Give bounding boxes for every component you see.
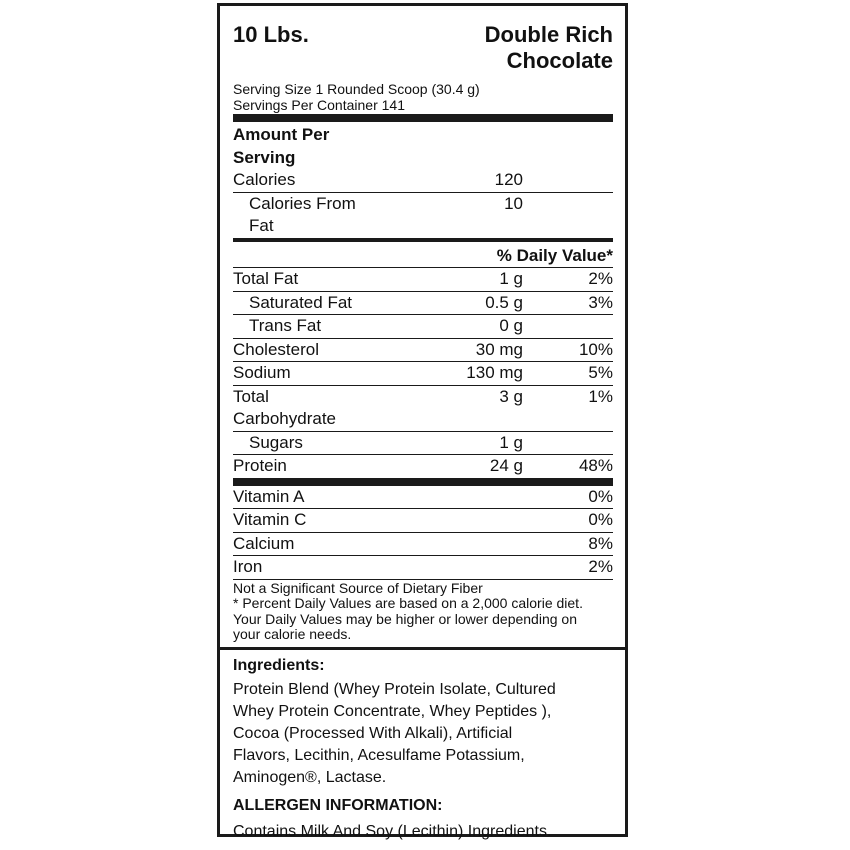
- footnote: [233, 580, 613, 643]
- servings-per-container: Servings Per Container 141: [233, 96, 405, 113]
- amount-per-line-2: Serving: [233, 147, 296, 167]
- ingredients-text: [233, 677, 613, 789]
- nutrient-row: [233, 292, 613, 316]
- footnote-line-3: Your Daily Values may be higher or lower depending on: [233, 610, 577, 627]
- calories-from-fat-value: 10: [504, 193, 523, 213]
- nutrient-amount: 1 g: [499, 432, 523, 452]
- calories-from-fat-line-2: Fat: [249, 216, 274, 235]
- nutrient-dv: 48%: [578, 456, 613, 475]
- vitamin-dv: 0%: [588, 486, 613, 506]
- vitamin-label: Vitamin A: [233, 486, 305, 506]
- nutrient-label-line-2: Carbohydrate: [233, 409, 337, 428]
- vitamin-dv: 8%: [588, 533, 613, 553]
- vitamin-row: [233, 509, 613, 533]
- calories-from-fat-row: [233, 193, 613, 242]
- vitamin-row: [233, 533, 613, 557]
- allergen-text: Contains Milk And Soy (Lecithin) Ingredients.: [233, 823, 552, 840]
- daily-value-header: % Daily Value*: [496, 245, 613, 265]
- nutrient-label: Protein: [233, 456, 287, 475]
- nutrient-label: [233, 386, 413, 431]
- label-header: [233, 22, 613, 78]
- vitamin-row: [233, 556, 613, 580]
- amount-per-line-1: Amount Per: [233, 125, 330, 144]
- nutrient-label: Trans Fat: [249, 316, 322, 335]
- nutrient-row: [233, 362, 613, 386]
- flavor-line-2: Chocolate: [506, 48, 613, 73]
- nutrient-row: [233, 268, 613, 292]
- nutrient-dv: 2%: [588, 269, 613, 288]
- nutrient-amount: 1 g: [499, 269, 523, 288]
- vitamin-row: [233, 486, 613, 510]
- nutrient-label: Cholesterol: [233, 339, 319, 359]
- calories-row: [233, 169, 613, 193]
- nutrient-row: [233, 432, 613, 456]
- nutrient-dv: 10%: [578, 339, 613, 359]
- nutrient-row: [233, 386, 613, 432]
- nutrient-amount: 0 g: [499, 316, 523, 335]
- ingredients-line-4: Flavors, Lecithin, Acesulfame Potassium,: [233, 747, 525, 764]
- flavor-line-1: Double Rich: [484, 22, 613, 47]
- footnote-line-1: Not a Significant Source of Dietary Fiber: [233, 579, 483, 596]
- ingredients-line-5: Aminogen®, Lactase.: [233, 769, 387, 786]
- section-divider: [220, 647, 625, 650]
- nutrient-amount: 0.5 g: [485, 292, 523, 312]
- nutrient-label-line-1: Total: [233, 386, 269, 406]
- ingredients-line-1: Protein Blend (Whey Protein Isolate, Cultured: [233, 681, 556, 698]
- nutrient-label: Saturated Fat: [249, 292, 353, 312]
- nutrient-label: Sugars: [249, 432, 303, 452]
- nutrition-label: [217, 3, 628, 840]
- nutrient-amount: 24 g: [489, 456, 523, 475]
- nutrient-amount: 30 mg: [475, 339, 523, 359]
- footnote-line-2: * Percent Daily Values are based on a 2,000 calorie diet.: [233, 595, 583, 611]
- nutrient-dv: 1%: [588, 386, 613, 406]
- nutrient-row: [233, 315, 613, 339]
- calories-from-fat-line-1: Calories From: [249, 193, 356, 213]
- ingredients-heading: Ingredients:: [233, 657, 325, 674]
- vitamin-dv: 0%: [588, 510, 613, 529]
- footnote-line-4: your calorie needs.: [233, 626, 352, 642]
- nutrient-label: Total Fat: [233, 269, 299, 288]
- nutrient-row: [233, 455, 613, 486]
- calories-from-fat-label: [233, 193, 413, 238]
- nutrient-amount: 130 mg: [466, 363, 523, 382]
- nutrient-amount: 3 g: [499, 386, 523, 406]
- ingredients-line-2: Whey Protein Concentrate, Whey Peptides ),: [233, 703, 552, 720]
- daily-value-header-row: [233, 242, 613, 269]
- container-size: 10 Lbs.: [233, 22, 309, 47]
- amount-per-serving: [233, 122, 613, 169]
- thick-rule: [233, 114, 613, 122]
- vitamin-label: Calcium: [233, 533, 295, 553]
- ingredients-line-3: Cocoa (Processed With Alkali), Artificial: [233, 725, 513, 742]
- nutrient-dv: 3%: [588, 292, 613, 312]
- vitamin-label: Vitamin C: [233, 510, 307, 529]
- vitamin-dv: 2%: [588, 557, 613, 576]
- allergen-heading: ALLERGEN INFORMATION:: [233, 797, 443, 814]
- calories-label: Calories: [233, 170, 296, 189]
- facts-panel: [233, 82, 613, 643]
- nutrient-row: [233, 339, 613, 363]
- calories-value: 120: [494, 170, 523, 189]
- ingredients-panel: [233, 655, 613, 843]
- serving-size: Serving Size 1 Rounded Scoop (30.4 g): [233, 81, 480, 97]
- nutrient-dv: 5%: [588, 363, 613, 382]
- nutrient-label: Sodium: [233, 363, 291, 382]
- flavor-name: [485, 22, 613, 74]
- vitamin-label: Iron: [233, 557, 263, 576]
